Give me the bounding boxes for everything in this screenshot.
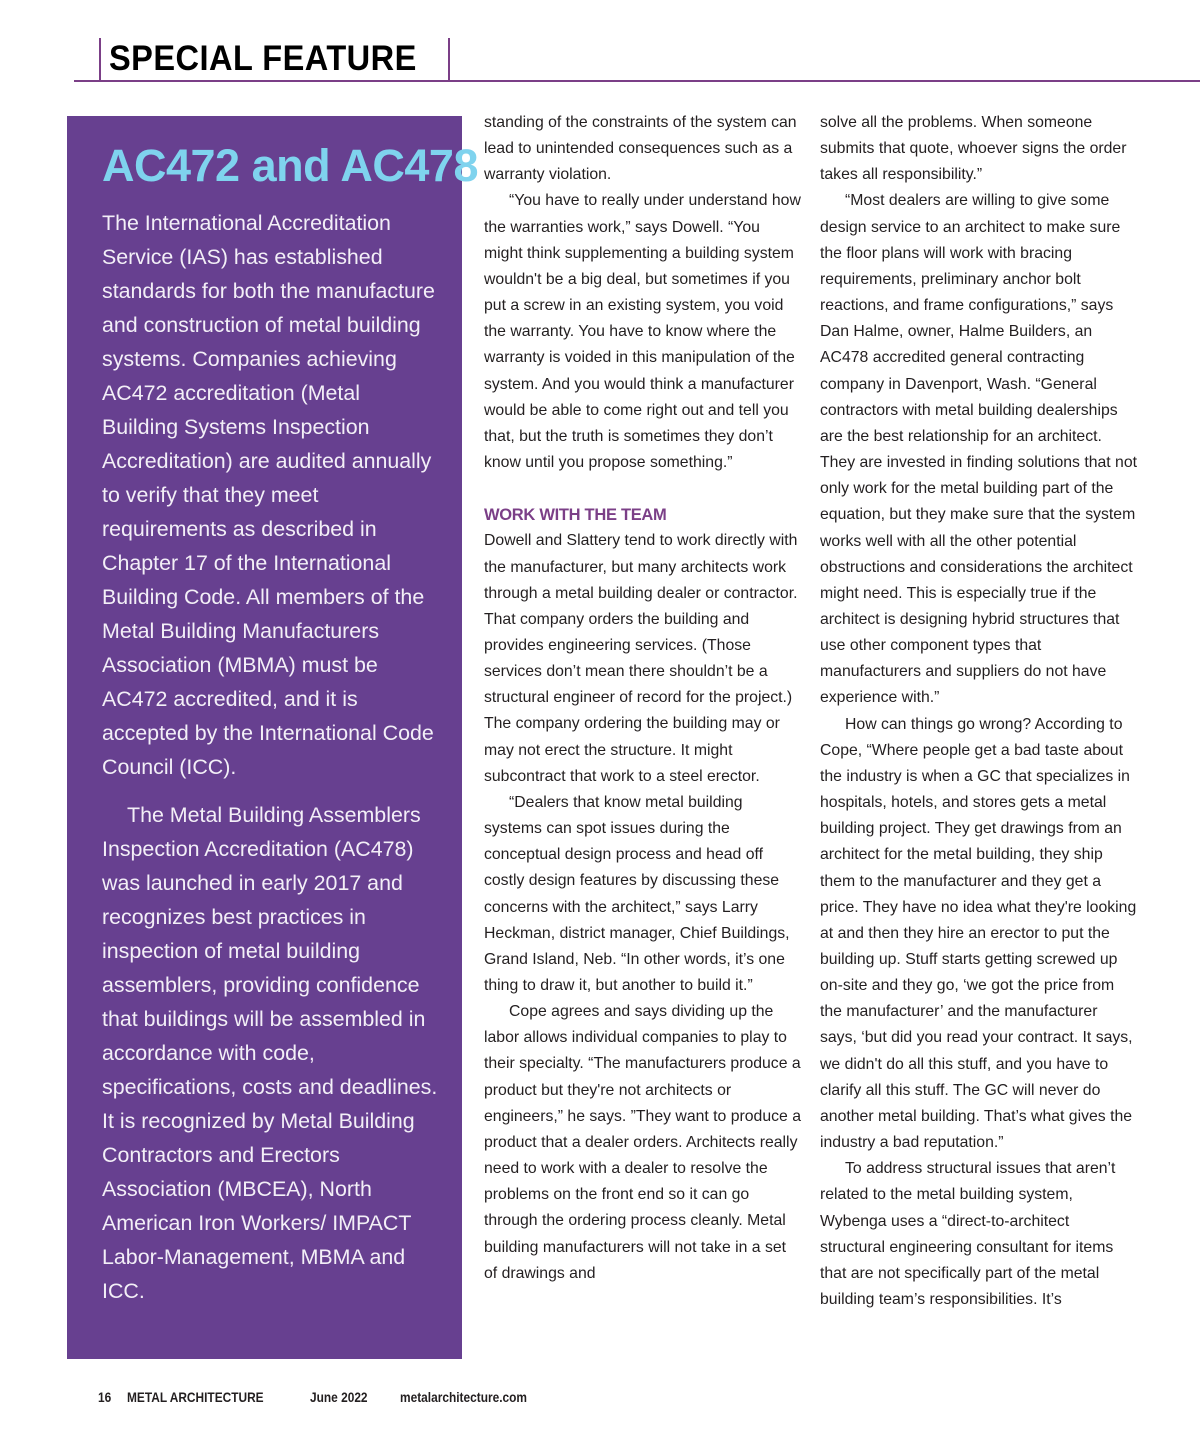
header-rule bbox=[74, 80, 1200, 82]
article-column-1 bbox=[484, 110, 802, 1287]
paragraph: “Dealers that know metal building systems can spot issues during the conceptual design process and head off costly design features by discussing these concerns with the architect,” says Larry Heckman, district manager, Chief Buildings, Grand Island, Neb. “In other words, it’s one thing to draw it, but another to build it.” bbox=[484, 793, 790, 994]
publication-name: METAL ARCHITECTURE bbox=[127, 1389, 265, 1405]
sidebar-title: AC472 and AC478 bbox=[102, 140, 478, 191]
paragraph: How can things go wrong? According to Cope, “Where people get a bad taste about the industry is when a GC that specializes in hospitals, hotels, and stores gets a metal building project. They get drawings from an architect for the metal building, they ship them to the manufacturer and they get a price. They have no idea what they're looking at and then they hire an erector to put the building up. Stuff starts getting screwed up on-site and they go, ‘we got the price from the manufacturer’ and the manufacturer says, ‘but did you read your contract. It says, we didn't do all this stuff, and you have to clarify all this stuff. The GC will never do another metal building. That’s what gives the industry a bad reputation.” bbox=[820, 715, 1137, 1152]
issue-date: June 2022 bbox=[310, 1389, 368, 1405]
paragraph: Cope agrees and says dividing up the labor allows individual companies to play to their specialty. “The manufacturers produce a product but they're not architects or engineers,” he says. ”They want to produce a product that a dealer orders. Architects really need to work with a dealer to resolve the problems on the front end so it can go through the ordering process cleanly. Metal building manufacturers will not take in a set of drawings and bbox=[484, 1003, 801, 1282]
section-title: SPECIAL FEATURE bbox=[109, 39, 417, 78]
subhead: WORK WITH THE TEAM bbox=[484, 506, 667, 525]
page-number: 16 bbox=[98, 1389, 112, 1405]
paragraph: Dowell and Slattery tend to work directly with the manufacturer, but many architects work through a metal building dealer or contractor. That company orders the building and provides engineering services. (Those services don’t mean there shouldn’t be a structural engineer of record for the project.) The company ordering the building may or may not erect the structure. It might subcontract that work to a steel erector. bbox=[484, 532, 798, 785]
article-column-2 bbox=[820, 110, 1138, 1313]
paragraph: standing of the constraints of the system can lead to unintended consequences such as a warranty violation. bbox=[484, 114, 797, 184]
paragraph: “Most dealers are willing to give some design service to an architect to make sure the floor plans will work with bracing requirements, preliminary anchor bolt reactions, and frame configurations,” says Dan Halme, owner, Halme Builders, an AC478 accredited general contracting company in Davenport, Wash. “General contractors with metal building dealerships are the best relationship for an architect. They are invested in finding solutions that not only work for the metal building part of the equation, but they make sure that the system works well with all the other potential obstructions and considerations the architect might need. This is especially true if the architect is designing hybrid structures that use other component types that manufacturers and suppliers do not have experience with.” bbox=[820, 192, 1138, 707]
website-link[interactable]: metalarchitecture.com bbox=[399, 1389, 527, 1405]
sidebar-box bbox=[67, 116, 478, 1359]
paragraph: solve all the problems. When someone submits that quote, whoever signs the order takes all responsibility.” bbox=[820, 114, 1127, 184]
paragraph: “You have to really under understand how the warranties work,” says Dowell. “You might think supplementing a building system wouldn't be a big deal, but sometimes if you put a screw in an existing system, you void the warranty. You have to know where the warranty is voided in this manipulation of the system. And you would think a manufacturer would be able to come right out and tell you that, but the truth is sometimes they don’t know until you propose something.” bbox=[484, 192, 801, 472]
sidebar-paragraph: The International Accreditation Service (IAS) has established standards for both the manufacture and construction of metal building systems. Companies achieving AC472 accreditation (Metal Building Systems Inspection Accreditation) are audited annually to verify that they meet requirements as described in Chapter 17 of the International Building Code. All members of the Metal Building Manufacturers Association (MBMA) must be AC472 accredited, and it is accepted by the International Code Council (ICC). bbox=[102, 211, 435, 779]
paragraph: To address structural issues that aren’t related to the metal building system, Wybenga uses a “direct-to-architect structural engineering consultant for items that are not specifically part of the metal building team’s responsibilities. It’s bbox=[820, 1160, 1116, 1309]
sidebar-paragraph: The Metal Building Assemblers Inspection Accreditation (AC478) was launched in early 2017 and recognizes best practices in inspection of metal building assemblers, providing confidence that buildings will be assembled in accordance with code, specifications, costs and deadlines. It is recognized by Metal Building Contractors and Erectors Association (MBCEA), North American Iron Workers/ IMPACT Labor-Management, MBMA and ICC. bbox=[102, 803, 438, 1303]
section-header bbox=[99, 38, 450, 80]
page-footer bbox=[98, 1389, 567, 1405]
